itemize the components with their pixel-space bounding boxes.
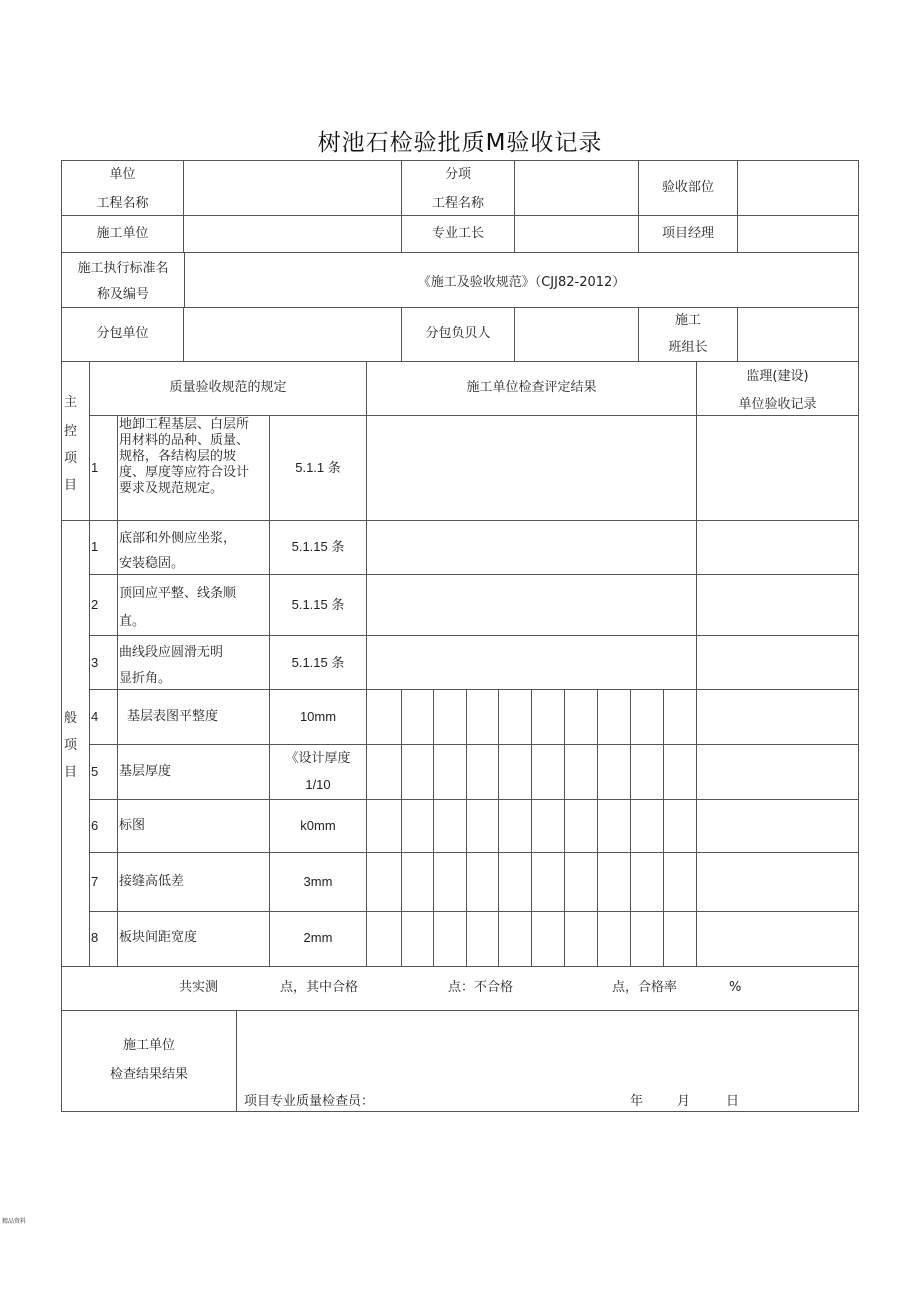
general-item-no: 6 [91, 818, 99, 833]
footer-note: 精品资料 [2, 1218, 27, 1225]
general-item-text: 板块间距宽度 [119, 930, 198, 945]
general-item-no: 7 [91, 874, 99, 889]
general-item-ref: 《设计厚度 [285, 751, 351, 766]
general-label-3: 目 [64, 765, 78, 780]
project-manager-field[interactable] [738, 216, 858, 252]
supervision-header-line1: 监理(建设) [746, 369, 809, 384]
general-item-no: 3 [91, 655, 99, 670]
general-item-text: 基层表图平整度 [127, 709, 219, 724]
result-label-line2: 检查结果结果 [109, 1067, 188, 1082]
subcontract-unit-field[interactable] [184, 308, 401, 361]
general-item-text: 底部和外侧应坐浆， [119, 531, 237, 546]
general-item-text: 顶回应平整、线条顺 [119, 586, 237, 601]
standard-label-line2: 称及编号 [96, 287, 149, 302]
page-title: 树池石检验批质M验收记录 [317, 130, 603, 156]
general-item-ref: 1/10 [305, 777, 331, 792]
general-label-2: 项 [64, 738, 78, 753]
standard-value: 《施工及验收规范》（CJJ82-2012） [417, 275, 626, 290]
general-item-text: 显折角。 [119, 671, 172, 686]
general-item-text: 直。 [119, 614, 146, 629]
main-item-ref: 5.1.1 条 [295, 460, 341, 475]
sub-project-label-line2: 工程名称 [431, 196, 484, 211]
date-day: 日 [726, 1094, 740, 1109]
spec-column-header: 质量验收规范的规定 [169, 380, 287, 395]
general-label-1: 般 [64, 711, 78, 726]
general-item-text: 安装稳固。 [119, 556, 185, 571]
date-year: 年 [630, 1094, 644, 1109]
construction-unit-label: 施工单位 [96, 226, 149, 241]
general-item-no: 5 [91, 764, 99, 779]
general-item-text: 标图 [119, 818, 146, 833]
subcontract-unit-label: 分包单位 [96, 326, 149, 341]
general-item-ref: 5.1.15 条 [291, 597, 345, 612]
general-item-ref: 5.1.15 条 [291, 539, 345, 554]
general-item-no: 2 [91, 597, 99, 612]
result-label-line1: 施工单位 [122, 1038, 175, 1053]
summary-fail: 点：不合格 [448, 980, 514, 995]
sub-project-field[interactable] [515, 161, 638, 215]
team-leader-label-line2: 班组长 [668, 340, 708, 355]
general-item-no: 1 [91, 539, 99, 554]
team-leader-field[interactable] [738, 308, 858, 361]
check-column-header: 施工单位检查评定结果 [466, 380, 597, 395]
summary-total: 共实测 [179, 980, 219, 995]
foreman-label: 专业工长 [431, 226, 484, 241]
foreman-field[interactable] [515, 216, 638, 252]
general-item-ref: 10mm [299, 709, 337, 724]
unit-label-line2: 工程名称 [96, 196, 149, 211]
subcontract-leader-label: 分包负贝人 [425, 326, 491, 341]
general-item-ref: 3mm [303, 874, 333, 889]
standard-label-line1: 施工执行标准名 [77, 261, 169, 276]
inspector-label: 项目专业质量检查员： [244, 1094, 375, 1109]
main-control-label-3: 项 [64, 451, 78, 466]
general-item-text: 接缝高低差 [119, 874, 185, 889]
summary-rate: 点，合格率 [612, 980, 678, 995]
main-item-no: 1 [91, 460, 99, 475]
summary-percent: % [729, 980, 742, 995]
general-item-no: 8 [91, 930, 99, 945]
general-item-text: 基层厚度 [119, 764, 172, 779]
main-control-label-4: 目 [64, 478, 78, 493]
result-field[interactable] [237, 1011, 858, 1091]
team-leader-label-line1: 施工 [674, 313, 701, 328]
sub-project-label-line1: 分项 [444, 167, 471, 182]
project-manager-label: 项目经理 [661, 226, 714, 241]
general-item-ref: k0mm [300, 818, 336, 833]
supervision-header-line2: 单位验收记录 [738, 397, 817, 412]
unit-name-field[interactable] [184, 161, 401, 215]
main-item-text: 地卸工程基层、白层所用材料的品种、质量、规格，各结构层的坡度、厚度等应符合设计要求及规范规定。 [119, 417, 250, 496]
unit-label-line1: 单位 [109, 167, 136, 182]
general-item-text: 曲线段应圆滑无明 [119, 645, 224, 660]
main-control-label-2: 控 [64, 424, 78, 439]
subcontract-leader-field[interactable] [515, 308, 638, 361]
acceptance-part-field[interactable] [738, 161, 858, 215]
construction-unit-field[interactable] [184, 216, 401, 252]
general-item-ref: 5.1.15 条 [291, 655, 345, 670]
acceptance-part-label: 验收部位 [661, 180, 714, 195]
general-item-ref: 2mm [303, 930, 333, 945]
date-month: 月 [677, 1094, 691, 1109]
summary-pass: 点，其中合格 [280, 980, 359, 995]
main-control-label-1: 主 [64, 395, 78, 410]
general-item-no: 4 [91, 709, 99, 724]
